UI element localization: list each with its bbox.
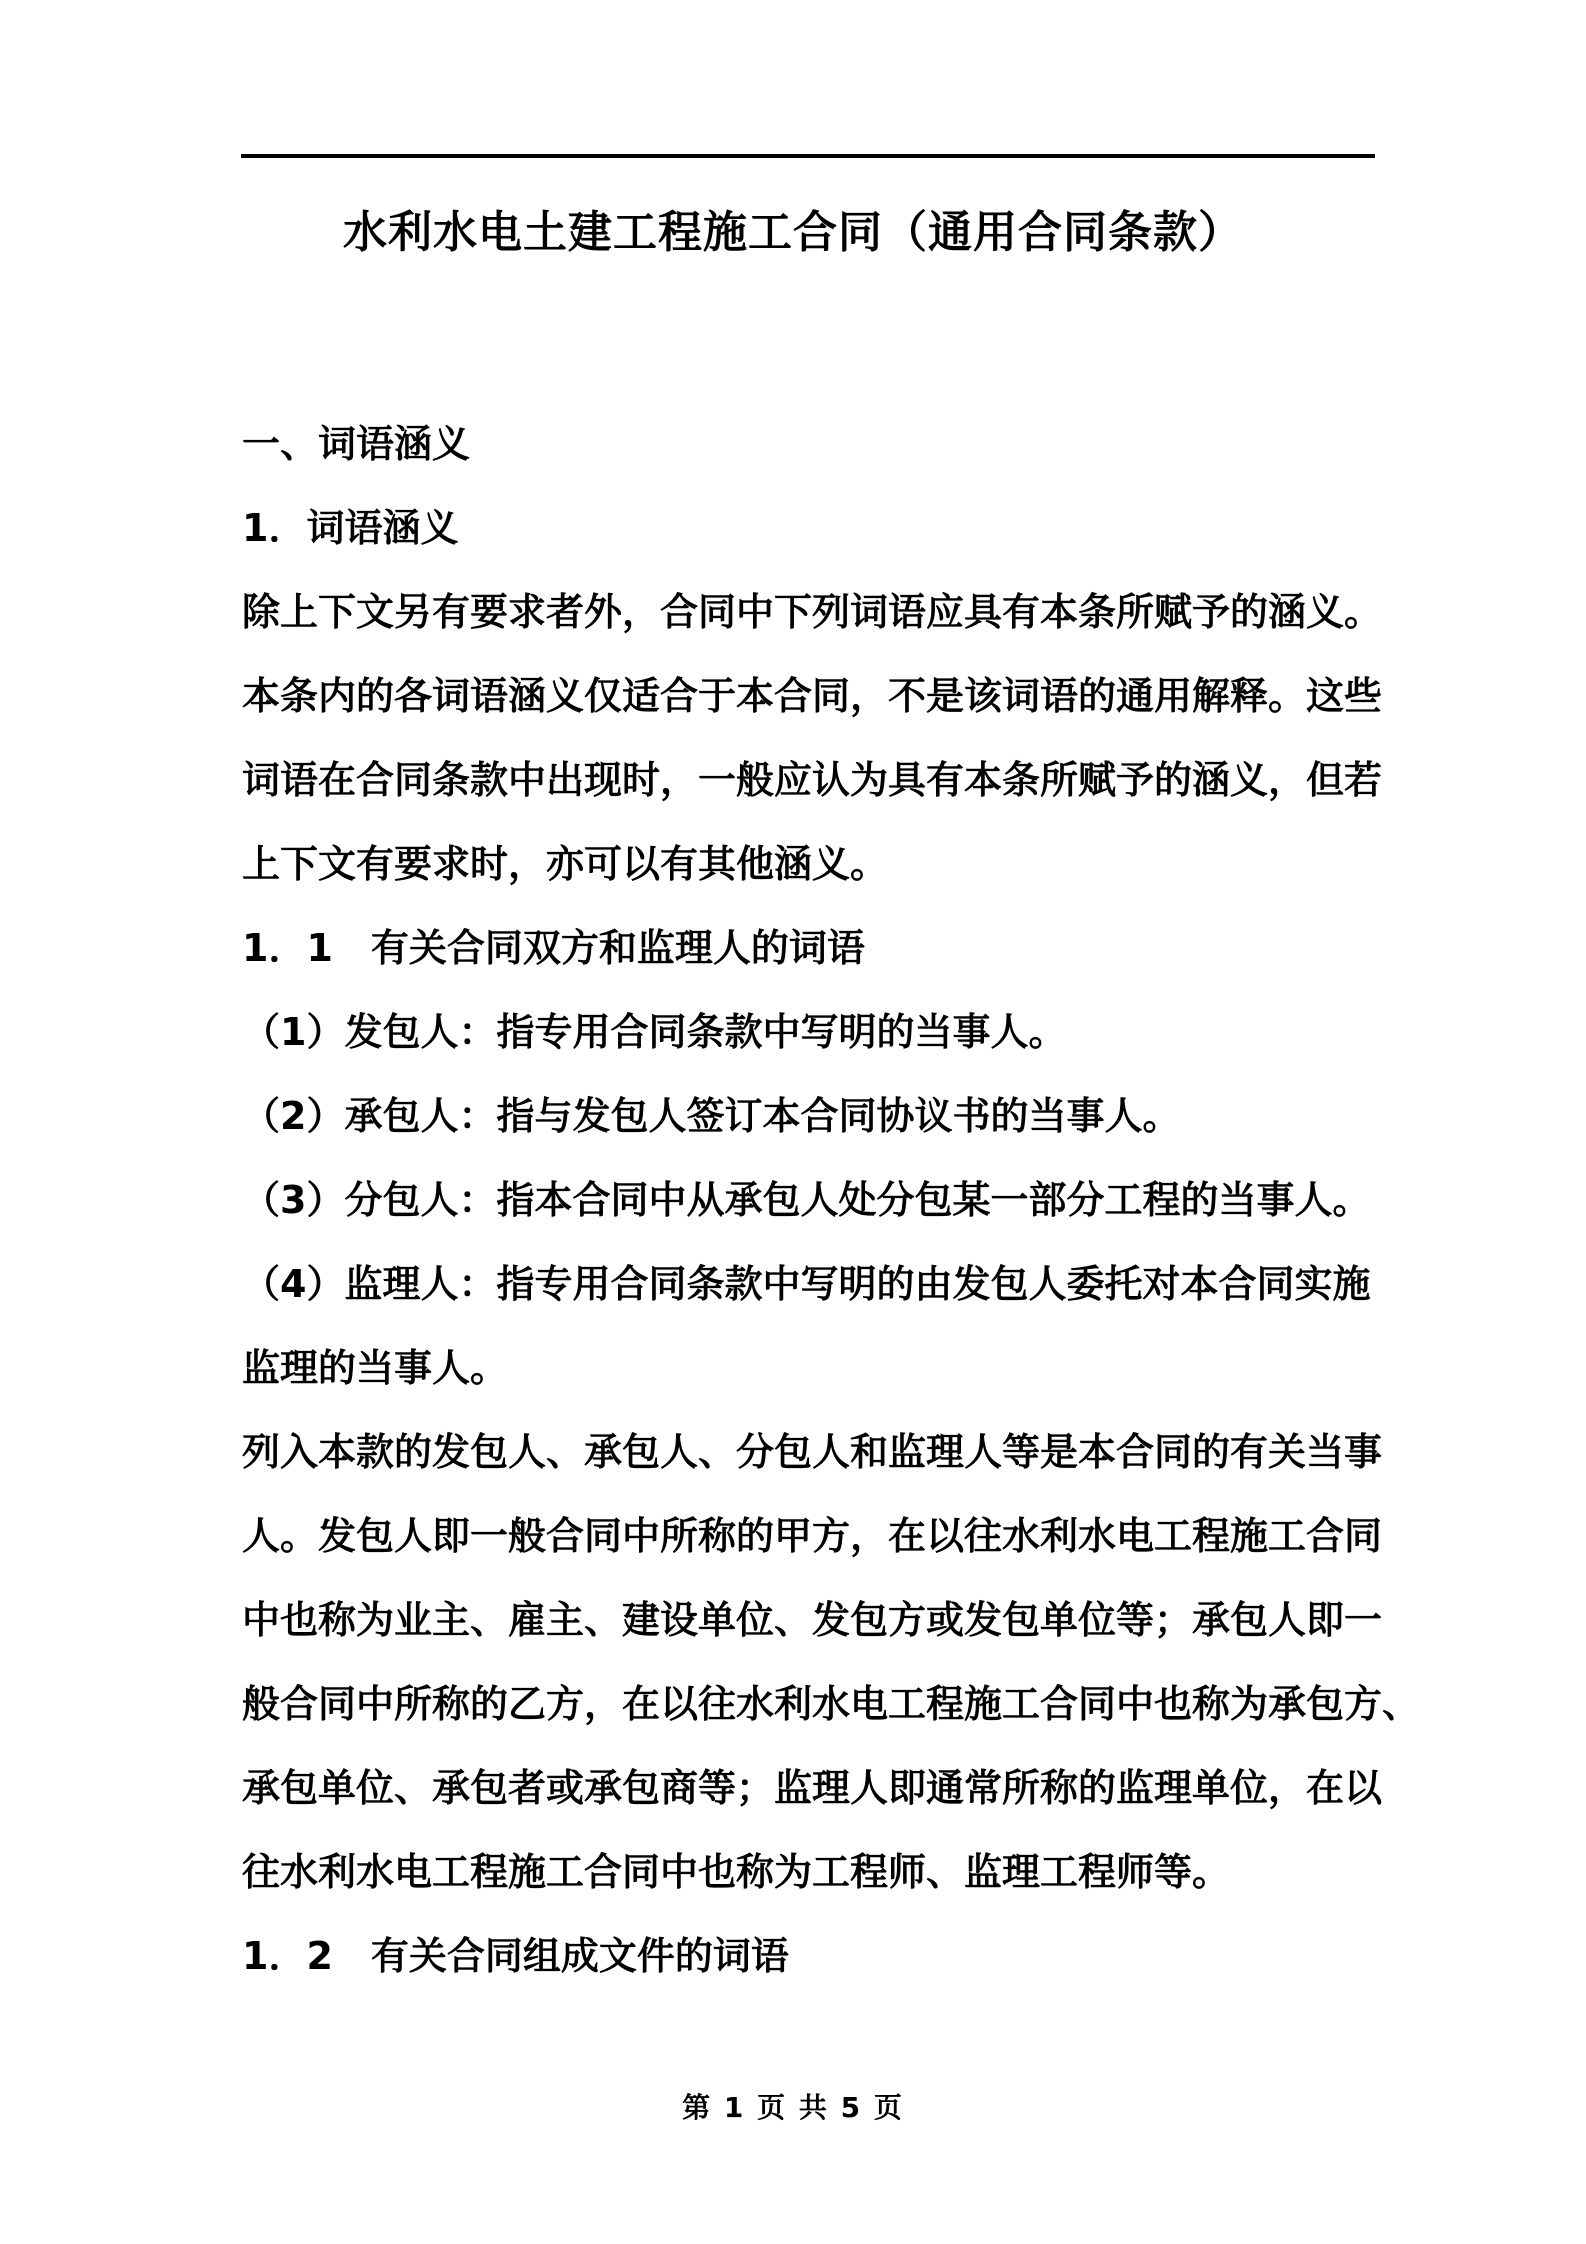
page-footer: 第 1 页 共 5 页 <box>682 2091 904 2124</box>
paragraph-line: 列入本款的发包人、承包人、分包人和监理人等是本合同的有关当事 <box>242 1430 1383 1474</box>
list-item-2: （2）承包人：指与发包人签订本合同协议书的当事人。 <box>242 1094 1181 1138</box>
clause-heading-1-2: 1．2 有关合同组成文件的词语 <box>242 1934 789 1978</box>
list-item-1: （1）发包人：指专用合同条款中写明的当事人。 <box>242 1010 1067 1054</box>
paragraph-line: 往水利水电工程施工合同中也称为工程师、监理工程师等。 <box>242 1850 1231 1894</box>
clause-heading-1-1: 1．1 有关合同双方和监理人的词语 <box>242 926 865 970</box>
document-body <box>242 402 1442 1998</box>
paragraph-line: 上下文有要求时，亦可以有其他涵义。 <box>242 842 889 886</box>
paragraph-line: 般合同中所称的乙方，在以往水利水电工程施工合同中也称为承包方、 <box>242 1682 1421 1726</box>
paragraph-line: 中也称为业主、雇主、建设单位、发包方或发包单位等；承包人即一 <box>242 1598 1383 1642</box>
paragraph-line: 本条内的各词语涵义仅适合于本合同，不是该词语的通用解释。这些 <box>242 674 1383 718</box>
header-divider-line <box>241 154 1375 158</box>
list-item-4-continuation: 监理的当事人。 <box>242 1346 509 1390</box>
paragraph-line: 除上下文另有要求者外，合同中下列词语应具有本条所赋予的涵义。 <box>242 590 1383 634</box>
clause-heading-1: 1．词语涵义 <box>242 506 459 550</box>
section-heading-1: 一、词语涵义 <box>242 422 471 466</box>
list-item-3: （3）分包人：指本合同中从承包人处分包某一部分工程的当事人。 <box>242 1178 1371 1222</box>
list-item-4: （4）监理人：指专用合同条款中写明的由发包人委托对本合同实施 <box>242 1262 1371 1306</box>
paragraph-line: 承包单位、承包者或承包商等；监理人即通常所称的监理单位，在以 <box>242 1766 1383 1810</box>
paragraph-line: 词语在合同条款中出现时，一般应认为具有本条所赋予的涵义，但若 <box>242 758 1383 802</box>
page-title: 水利水电土建工程施工合同（通用合同条款） <box>343 207 1243 258</box>
paragraph-line: 人。发包人即一般合同中所称的甲方，在以往水利水电工程施工合同 <box>242 1514 1383 1558</box>
